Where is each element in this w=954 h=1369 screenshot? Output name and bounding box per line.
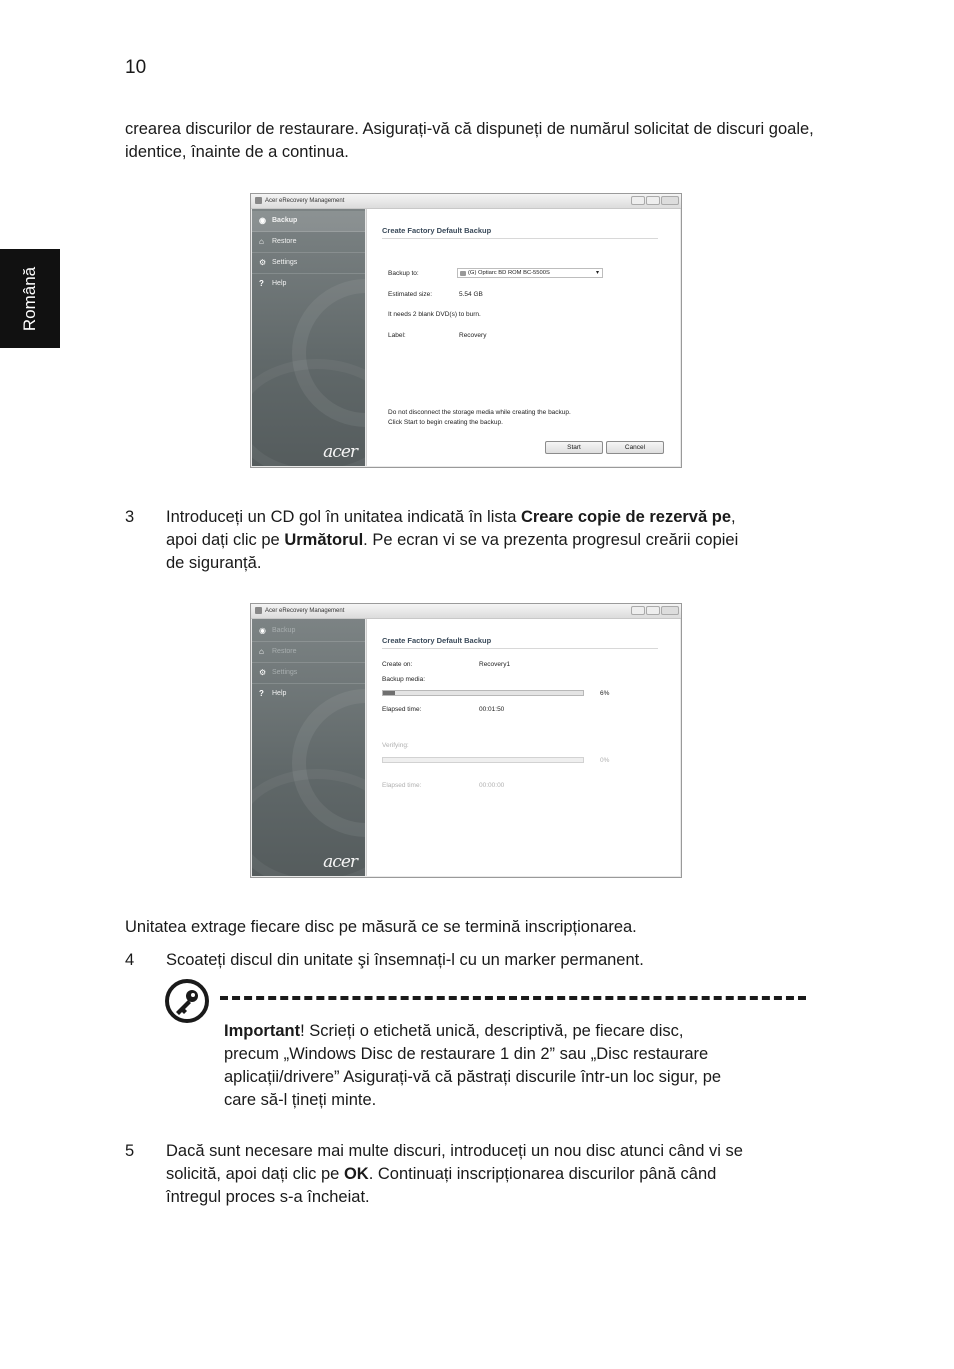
sidebar-item-label: Restore	[272, 648, 297, 655]
sidebar-item-settings[interactable]	[252, 253, 365, 274]
elapsed-time-value: 00:01:50	[479, 706, 505, 713]
sidebar	[252, 619, 365, 876]
progress-fill	[383, 691, 395, 695]
text-run: aplicații/drivere” Asigurați-vă că păstrați discurile într-un loc sigur, pe	[224, 1068, 722, 1086]
window-title: Acer eRecovery Management	[265, 198, 345, 204]
window-titlebar	[251, 604, 681, 619]
text-run: Dacă sunt necesare mai multe discuri, introduceți un nou disc atunci când vi se	[166, 1142, 743, 1160]
sidebar-item-backup[interactable]	[252, 621, 365, 642]
heading-divider	[382, 648, 658, 649]
close-icon[interactable]	[661, 196, 679, 205]
step-5-text	[166, 1140, 826, 1209]
verifying-label: Verifying:	[382, 742, 409, 749]
important-note	[224, 1020, 824, 1112]
close-icon[interactable]	[661, 606, 679, 615]
minimize-icon[interactable]	[631, 196, 645, 205]
bold-run: Important	[224, 1022, 301, 1040]
text-run: care să-l țineți minte.	[224, 1091, 377, 1109]
window-controls	[631, 196, 679, 206]
question-icon: ?	[259, 279, 264, 288]
app-icon	[255, 607, 262, 614]
chevron-down-icon: ▾	[595, 270, 599, 276]
backup-to-select[interactable]	[457, 268, 603, 278]
step-number: 3	[125, 508, 135, 526]
restore-icon: ⌂	[259, 237, 264, 246]
text-run: apoi dați clic pe	[166, 531, 285, 549]
backup-to-label: Backup to:	[388, 270, 419, 277]
text-run: întregul proces s-a încheiat.	[166, 1188, 370, 1206]
backup-media-label: Backup media:	[382, 676, 425, 683]
step-number: 5	[125, 1142, 135, 1160]
estimated-size-value: 5.54 GB	[459, 291, 483, 298]
maximize-icon[interactable]	[646, 196, 660, 205]
sidebar-item-backup[interactable]	[252, 211, 365, 232]
screenshot-backup-progress	[250, 603, 682, 878]
disc-icon: ◉	[259, 216, 266, 225]
sidebar-item-label: Backup	[272, 217, 298, 224]
window-controls	[631, 606, 679, 616]
text-run: de siguranță.	[166, 554, 262, 572]
question-icon: ?	[259, 689, 264, 698]
sidebar	[252, 209, 365, 466]
sidebar-item-label: Restore	[272, 238, 297, 245]
intro-paragraph: crearea discurilor de restaurare. Asigurați-vă că dispuneți de numărul solicitat de discuri goale, identice, înainte de a continua.	[125, 120, 814, 161]
start-button[interactable]: Start	[545, 441, 603, 454]
footer-note-2: Click Start to begin creating the backup.	[388, 419, 503, 426]
backup-progress-bar	[382, 690, 584, 696]
text-run: ! Scrieți o etichetă unică, descriptivă, pe fiecare disc,	[300, 1022, 684, 1040]
minimize-icon[interactable]	[631, 606, 645, 615]
sidebar-item-label: Help	[272, 690, 287, 697]
step-3-text	[166, 506, 826, 575]
elapsed-time-2-value: 00:00:00	[479, 782, 505, 789]
text-run: precum „Windows Disc de restaurare 1 din 2” sau „Disc restaurare	[224, 1045, 709, 1063]
cancel-button[interactable]: Cancel	[606, 441, 664, 454]
restore-icon: ⌂	[259, 647, 264, 656]
footer-note-1: Do not disconnect the storage media while creating the backup.	[388, 409, 571, 416]
acer-logo: acer	[323, 852, 357, 872]
backup-progress-percent: 6%	[600, 690, 610, 697]
window-titlebar	[251, 194, 681, 209]
content-heading: Create Factory Default Backup	[382, 226, 492, 235]
acer-logo: acer	[323, 442, 357, 462]
backup-to-value: (G) Optiarc BD ROM BC-5500S	[468, 270, 550, 276]
step-4-text: Scoateți discul din unitate şi însemnați-l cu un marker permanent.	[166, 951, 644, 969]
elapsed-time-label: Elapsed time:	[382, 706, 422, 713]
text-run: . Pe ecran vi se va prezenta progresul creării copiei	[363, 531, 739, 549]
label-label: Label:	[388, 332, 406, 339]
blank-discs-note: It needs 2 blank DVD(s) to burn.	[388, 311, 481, 318]
sidebar-item-restore[interactable]	[252, 642, 365, 663]
bold-run: OK	[343, 1165, 369, 1183]
estimated-size-label: Estimated size:	[388, 291, 433, 298]
elapsed-time-2-label: Elapsed time:	[382, 782, 422, 789]
create-on-label: Create on:	[382, 661, 413, 668]
disc-icon: ◉	[259, 626, 266, 635]
verify-progress-bar	[382, 757, 584, 763]
app-icon	[255, 197, 262, 204]
sidebar-item-restore[interactable]	[252, 232, 365, 253]
bold-run: Următorul	[284, 531, 364, 549]
sidebar-item-label: Backup	[272, 627, 296, 634]
sidebar-item-help[interactable]	[252, 684, 365, 704]
content-heading: Create Factory Default Backup	[382, 636, 492, 645]
sidebar-item-label: Settings	[272, 669, 298, 676]
bold-run: Creare copie de rezervă pe	[520, 508, 731, 526]
after-paragraph: Unitatea extrage fiecare disc pe măsură ce se termină inscripționarea.	[125, 918, 637, 936]
sidebar-item-settings[interactable]	[252, 663, 365, 684]
label-value: Recovery	[459, 332, 487, 339]
heading-divider	[382, 238, 658, 239]
window-title: Acer eRecovery Management	[265, 608, 345, 614]
gear-icon: ⚙	[259, 668, 267, 677]
text-run: ,	[731, 508, 736, 526]
text-run: Introduceți un CD gol în unitatea indicată în lista	[166, 508, 521, 526]
screenshot-backup-setup	[250, 193, 682, 468]
sidebar-item-help[interactable]	[252, 274, 365, 294]
gear-icon: ⚙	[259, 258, 267, 267]
content-pane	[366, 619, 680, 876]
page-number: 10	[125, 57, 147, 78]
verify-progress-percent: 0%	[600, 757, 610, 764]
language-side-tab	[0, 249, 60, 348]
drive-icon	[460, 271, 466, 276]
text-run: . Continuați inscripționarea discurilor până când	[368, 1165, 717, 1183]
language-label: Română	[20, 266, 39, 331]
create-on-value: Recovery1	[479, 661, 511, 668]
sidebar-item-label: Settings	[272, 259, 298, 266]
sidebar-item-label: Help	[272, 280, 287, 287]
note-divider	[220, 996, 806, 1000]
key-icon	[165, 979, 209, 1023]
maximize-icon[interactable]	[646, 606, 660, 615]
text-run: solicită, apoi dați clic pe	[166, 1165, 344, 1183]
content-pane	[366, 209, 680, 466]
step-number: 4	[125, 951, 135, 969]
